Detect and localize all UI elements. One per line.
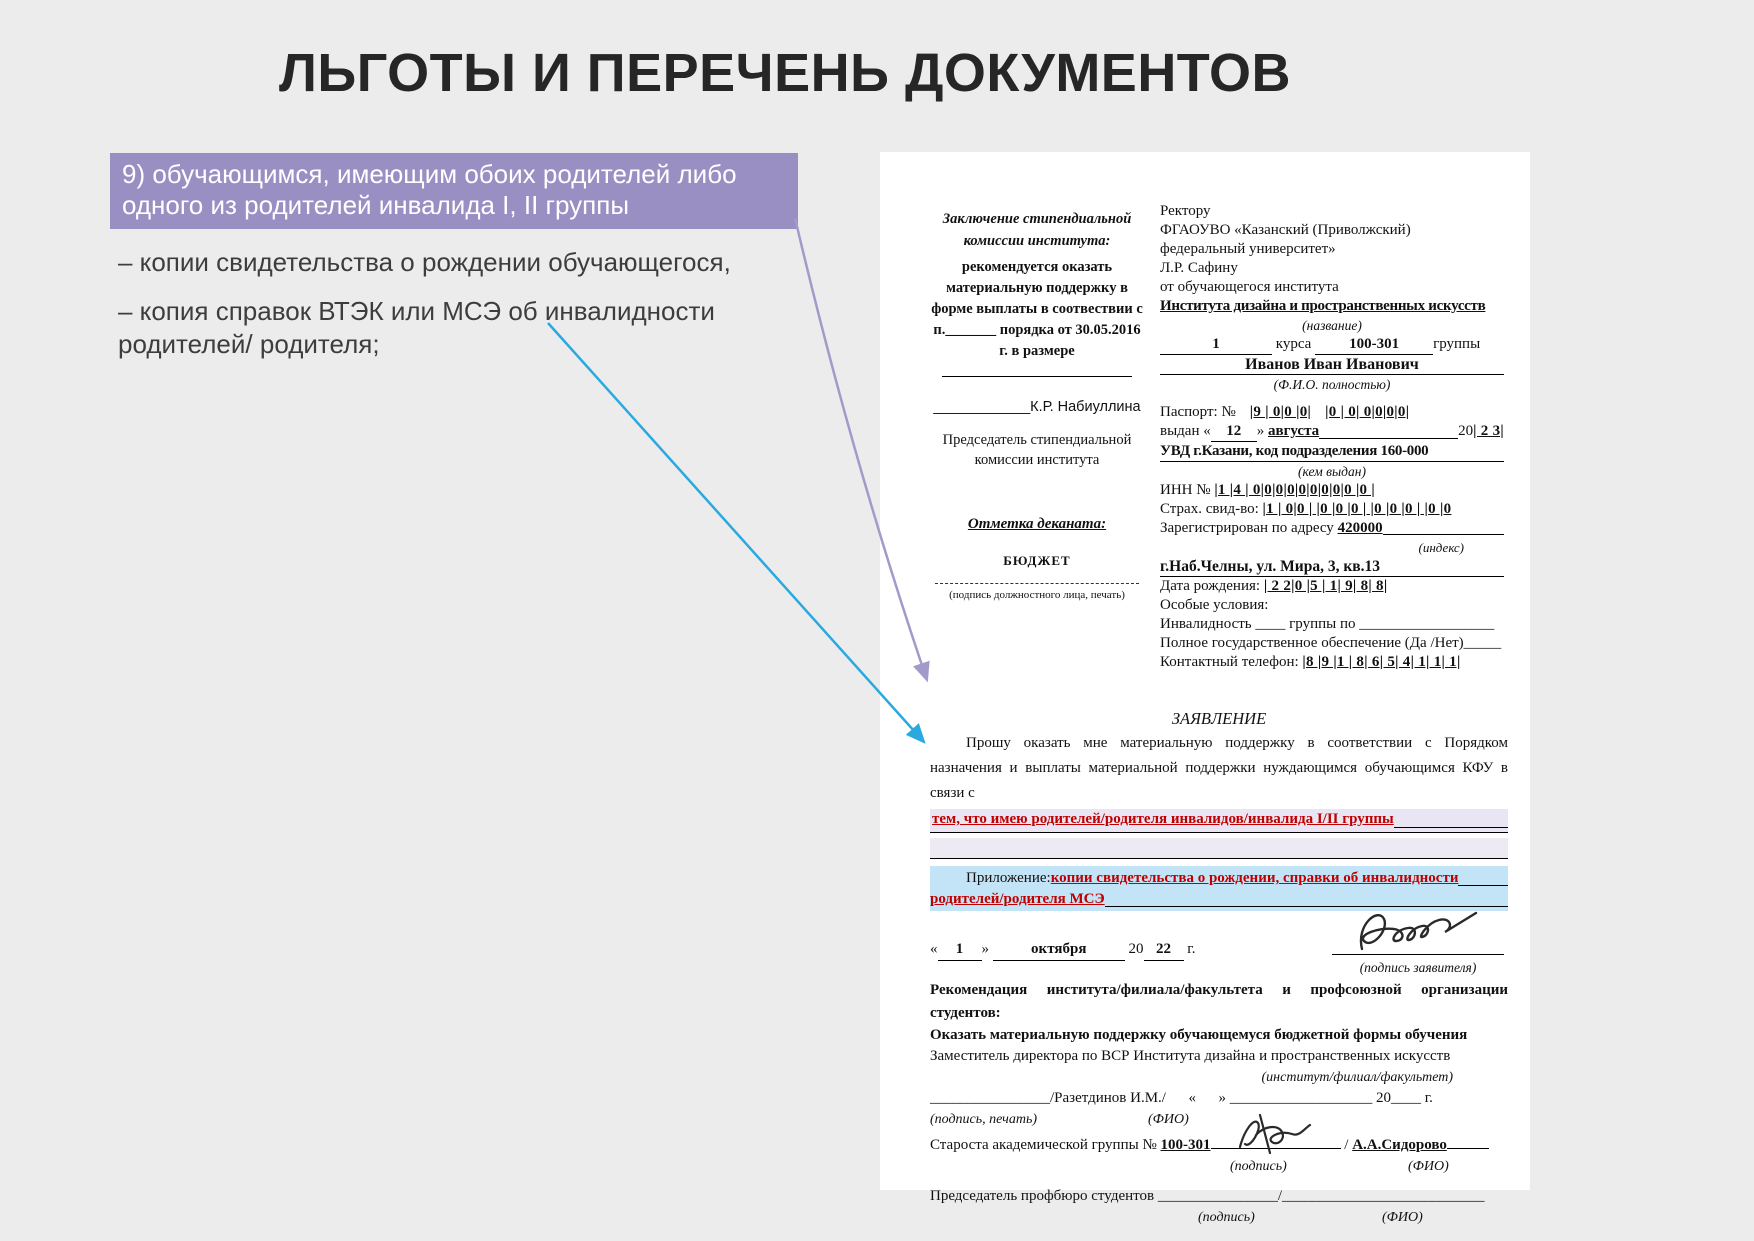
course-group-line [1160, 335, 1504, 355]
year-suffix: г. [1187, 941, 1196, 957]
blank-line [1383, 532, 1504, 535]
benefit-category-text: 9) обучающимся, имеющим обоих родителей либо одного из родителей инвалида I, II группы [122, 159, 737, 220]
commission-signer-name: ____________К.Р. Набиуллина [933, 399, 1141, 415]
course-label: курса [1275, 336, 1312, 352]
blank-line [1319, 436, 1458, 439]
sign-note: (подпись) [1198, 1210, 1255, 1225]
official-signature-note: (подпись должностного лица, печать) [949, 589, 1125, 601]
passport-series: |9 | 0|0 |0| [1249, 404, 1312, 420]
birth-date-value: | 2 2|0 |5 | 1| 9| 8| 8| [1263, 578, 1388, 594]
group-label: группы [1433, 336, 1481, 352]
inn-line [1160, 481, 1504, 500]
stipend-commission-block [930, 208, 1144, 601]
applicant-signature-block [1332, 905, 1504, 978]
reason-blank-row [930, 838, 1508, 859]
starosta-label: Староста академической группы № [930, 1137, 1161, 1153]
deputy-line: Заместитель директора по ВСР Института дизайна и пространственных искусств [930, 1048, 1451, 1064]
starosta-signature [1230, 1111, 1316, 1155]
blank-line [935, 583, 1139, 584]
issued-day: 12 [1211, 422, 1257, 442]
issued-by-note: (кем выдан) [1298, 464, 1366, 479]
application-body: Прошу оказать мне материальную поддержку в соответствии с Порядком назначения и выплаты материальной поддержки нуждающимся обучающимся КФУ в связи с [930, 735, 1508, 801]
postal-index-value: 420000 [1337, 520, 1383, 536]
registered-line [1160, 519, 1504, 538]
reason-text: тем, что имею родителей/родителя инвалидов/инвалида I/II группы [932, 811, 1394, 827]
unit-note: (институт/филиал/факультет) [1261, 1070, 1453, 1085]
attachment-label: Приложение: [966, 870, 1051, 886]
form-header-column [1160, 202, 1504, 672]
snils-label: Страх. свид-во: [1160, 501, 1259, 517]
issued-by-value: УВД г.Казани, код подразделения 160-000 [1160, 442, 1504, 462]
snils-value: |1 | 0|0 | |0 |0 |0 | |0 |0 |0 | |0 |0 [1262, 501, 1452, 517]
blank-line [1458, 883, 1508, 886]
institute-name-note: (название) [1302, 318, 1362, 333]
state-support-line: Полное государственное обеспечение (Да /Нет)_____ [1160, 635, 1502, 651]
deputy-notes-row [930, 1109, 1508, 1130]
issued-month: августа [1267, 423, 1320, 439]
profburo-notes-row [930, 1207, 1508, 1228]
index-note: (индекс) [1418, 540, 1464, 555]
commission-chair-label: Председатель стипендиальной комиссии института [942, 432, 1132, 468]
addressee-rector: Ректору [1160, 203, 1211, 219]
sign-note: (подпись) [1230, 1159, 1287, 1174]
student-fio: Иванов Иван Иванович [1160, 355, 1504, 375]
fio-note: (ФИО) [1382, 1210, 1423, 1225]
year-prefix: 20 [1128, 941, 1144, 957]
application-form [880, 152, 1530, 1225]
starosta-notes-row [930, 1156, 1508, 1177]
application-date-row [930, 939, 1508, 975]
fio-note: (ФИО) [1148, 1112, 1189, 1127]
snils-line [1160, 500, 1504, 519]
blank-line [1394, 825, 1508, 828]
date-day: 1 [938, 939, 982, 961]
attachment-text-1: копии свидетельства о рождении, справки об инвалидности [1050, 870, 1459, 886]
deputy-sign-line: ________________/Разетдинов И.М./ « » ___________________ 20____ г. [930, 1090, 1433, 1106]
year-prefix: 20 [1458, 423, 1474, 439]
application-title: ЗАЯВЛЕНИЕ [1171, 709, 1267, 728]
profburo-line: Председатель профбюро студентов ________________/___________________________ [930, 1188, 1485, 1204]
from-student-label: от обучающегося института [1160, 279, 1339, 295]
course-value: 1 [1160, 335, 1272, 355]
blank-line [1447, 1148, 1489, 1149]
benefit-category-box [110, 153, 798, 229]
inn-label: ИНН № [1160, 482, 1211, 498]
birth-date-label: Дата рождения: [1160, 578, 1261, 594]
passport-line [1160, 403, 1504, 422]
starosta-group: 100-301 [1160, 1137, 1211, 1153]
phone-label: Контактный телефон: [1160, 654, 1299, 670]
starosta-fio: А.А.Сидорово [1352, 1137, 1447, 1153]
fio-note: (Ф.И.О. полностью) [1273, 377, 1391, 392]
attachment-row-1 [930, 868, 1508, 889]
close-quote: » [981, 941, 989, 957]
dean-mark-label: Отметка деканата: [967, 516, 1107, 532]
attachment-text-2: родителей/родителя МСЭ [930, 891, 1105, 907]
phone-line [1160, 653, 1504, 672]
date-year: 22 [1144, 939, 1184, 961]
addressee-org-2: федеральный университет» [1160, 241, 1336, 257]
reason-highlight-row [930, 809, 1508, 833]
commission-recommendation: рекомендуется оказать материальную поддержку в форме выплаты в соотвествии с п._______ порядка от 30.05.2016 г. в размере [931, 259, 1143, 359]
recommendation-title: Рекомендация института/филиала/факультета и профсоюзной организации студентов: [930, 982, 1508, 1021]
starosta-row [930, 1135, 1508, 1156]
commission-title: Заключение стипендиальной комиссии института: [942, 211, 1132, 249]
issued-label: выдан « [1160, 423, 1211, 439]
slash: / [1340, 1137, 1353, 1153]
fio-note: (ФИО) [1408, 1159, 1449, 1174]
budget-label: БЮДЖЕТ [1003, 553, 1071, 568]
application-section [930, 708, 1508, 1228]
passport-label: Паспорт: № [1160, 404, 1236, 420]
addressee-org-1: ФГАОУВО «Казанский (Приволжский) [1160, 222, 1411, 238]
issued-quote: » [1256, 423, 1265, 439]
registered-label: Зарегистрирован по адресу [1160, 520, 1334, 536]
address-value: г.Наб.Челны, ул. Мира, 3, кв.13 [1160, 557, 1504, 577]
blank-line [942, 376, 1132, 377]
document-bullet-1: – копии свидетельства о рождении обучающегося, [118, 247, 731, 277]
institute-name: Института дизайна и пространственных искусств [1160, 298, 1486, 314]
birth-date-line [1160, 577, 1504, 596]
page-title: ЛЬГОТЫ И ПЕРЕЧЕНЬ ДОКУМЕНТОВ [279, 43, 1291, 103]
passport-number: |0 | 0| 0|0|0|0| [1325, 404, 1410, 420]
arrow-blue [548, 323, 924, 742]
open-quote: « [930, 941, 938, 957]
recommendation-decision: Оказать материальную поддержку обучающемуся бюджетной формы обучения [930, 1027, 1468, 1043]
group-value: 100-301 [1315, 335, 1433, 355]
sign-seal-note: (подпись, печать) [930, 1112, 1037, 1127]
applicant-sign-note: (подпись заявителя) [1359, 960, 1477, 975]
document-bullet-2: – копия справок ВТЭК или МСЭ об инвалидности родителей/ родителя; [118, 296, 715, 359]
special-conditions-label: Особые условия: [1160, 597, 1269, 613]
disability-line: Инвалидность ____ группы по __________________ [1160, 616, 1495, 632]
phone-value: |8 |9 |1 | 8| 6| 5| 4| 1| 1| 1| [1302, 654, 1461, 670]
inn-value: |1 |4 | 0|0|0|0|0|0|0|0|0 |0 | [1214, 482, 1376, 498]
passport-issued-line [1160, 422, 1504, 442]
date-month: октября [993, 939, 1125, 961]
issued-year: | 2 3| [1473, 423, 1504, 439]
applicant-signature [1348, 905, 1488, 957]
addressee-name: Л.Р. Сафину [1160, 260, 1238, 276]
